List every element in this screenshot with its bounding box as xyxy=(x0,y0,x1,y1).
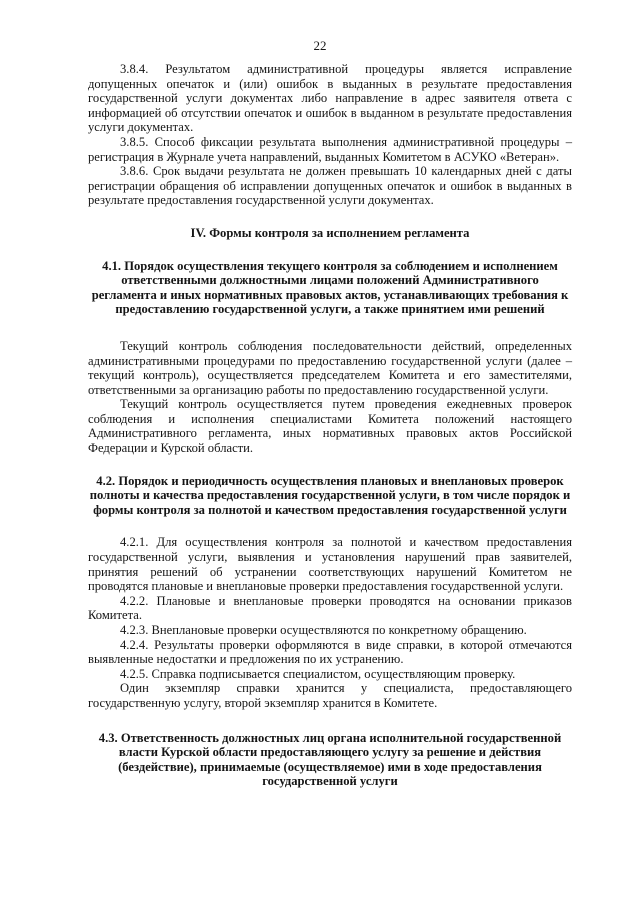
subsection-4-2-title: 4.2. Порядок и периодичность осуществления плановых и внеплановых проверок полноты и качества предоставления государственной услуги, в том числе порядок и формы контроля за полнотой и качеством предоставления государственной услуги xyxy=(89,473,571,517)
paragraph-4-2-3: 4.2.3. Внеплановые проверки осуществляются по конкретному обращению. xyxy=(120,623,527,637)
paragraph-4-2-5-b: Один экземпляр справки хранится у специалиста, предоставляющего государственную услугу, второй экземпляр хранится в Комитете. xyxy=(88,681,572,710)
paragraph-4-2-4: 4.2.4. Результаты проверки оформляются в виде справки, в которой отмечаются выявленные недостатки и предложения по их устранению. xyxy=(88,637,572,667)
page-number: 22 xyxy=(313,38,327,53)
document-body xyxy=(88,62,572,789)
section-4-title: IV. Формы контроля за исполнением регламента xyxy=(190,225,470,240)
paragraph-4-2-2: 4.2.2. Плановые и внеплановые проверки проводятся на основании приказов Комитета. xyxy=(88,593,572,623)
paragraph-3-8-6: 3.8.6. Срок выдачи результата не должен превышать 10 календарных дней с даты регистрации обращения об исправлении допущенных опечаток и ошибок в выданных в результате предоставления государственной услуги документах. xyxy=(88,164,572,208)
paragraph-4-2-1: 4.2.1. Для осуществления контроля за полнотой и качеством предоставления государственной услуги, выявления и установления нарушений прав заявителей, принятия решений об устранении соответствующих нарушений Комитетом не проводятся плановые и внеплановые проверки предоставления государственной услуги. xyxy=(88,535,572,594)
paragraph-4-2-5: 4.2.5. Справка подписывается специалистом, осуществляющим проверку. xyxy=(120,666,516,681)
subsection-4-3-title: 4.3. Ответственность должностных лиц органа исполнительной государственной власти Курской области предоставляющего услугу за решение и действия (бездействие), принимаемые (осуществляемое) ими в ходе предоставления государственной услуги xyxy=(98,730,562,789)
subsection-4-1-title: 4.1. Порядок осуществления текущего контроля за соблюдением и исполнением ответственными должностными лицами положений Административного регламента и иных нормативных правовых актов, устанавливающих требования к предоставлению государственной услуги, а также принятием ими решений xyxy=(91,258,569,317)
paragraph-3-8-5: 3.8.5. Способ фиксации результата выполнения административной процедуры – регистрация в Журнале учета направлений, выданных Комитетом в АСУКО «Ветеран». xyxy=(88,134,572,164)
paragraph-3-8-4: 3.8.4. Результатом административной процедуры является исправление допущенных опечаток и (или) ошибок в выданных в результате предоставления государственной услуги документах либо направление в адрес заявителя ответа с информацией об отсутствии опечаток и ошибок в выданном в результате предоставления услуги документах. xyxy=(88,62,572,135)
paragraph-4-1-a: Текущий контроль соблюдения последовательности действий, определенных административными процедурами по предоставлению государственной услуги (далее – текущий контроль), осуществляется председателем Комитета и его заместителями, ответственными за организацию работы по предоставлению государственной услуги. xyxy=(88,338,572,397)
paragraph-4-1-b: Текущий контроль осуществляется путем проведения ежедневных проверок соблюдения и исполнения специалистами Комитета положений настоящего Административного регламента, иных нормативных правовых актов Российской Федерации и Курской области. xyxy=(88,397,572,456)
